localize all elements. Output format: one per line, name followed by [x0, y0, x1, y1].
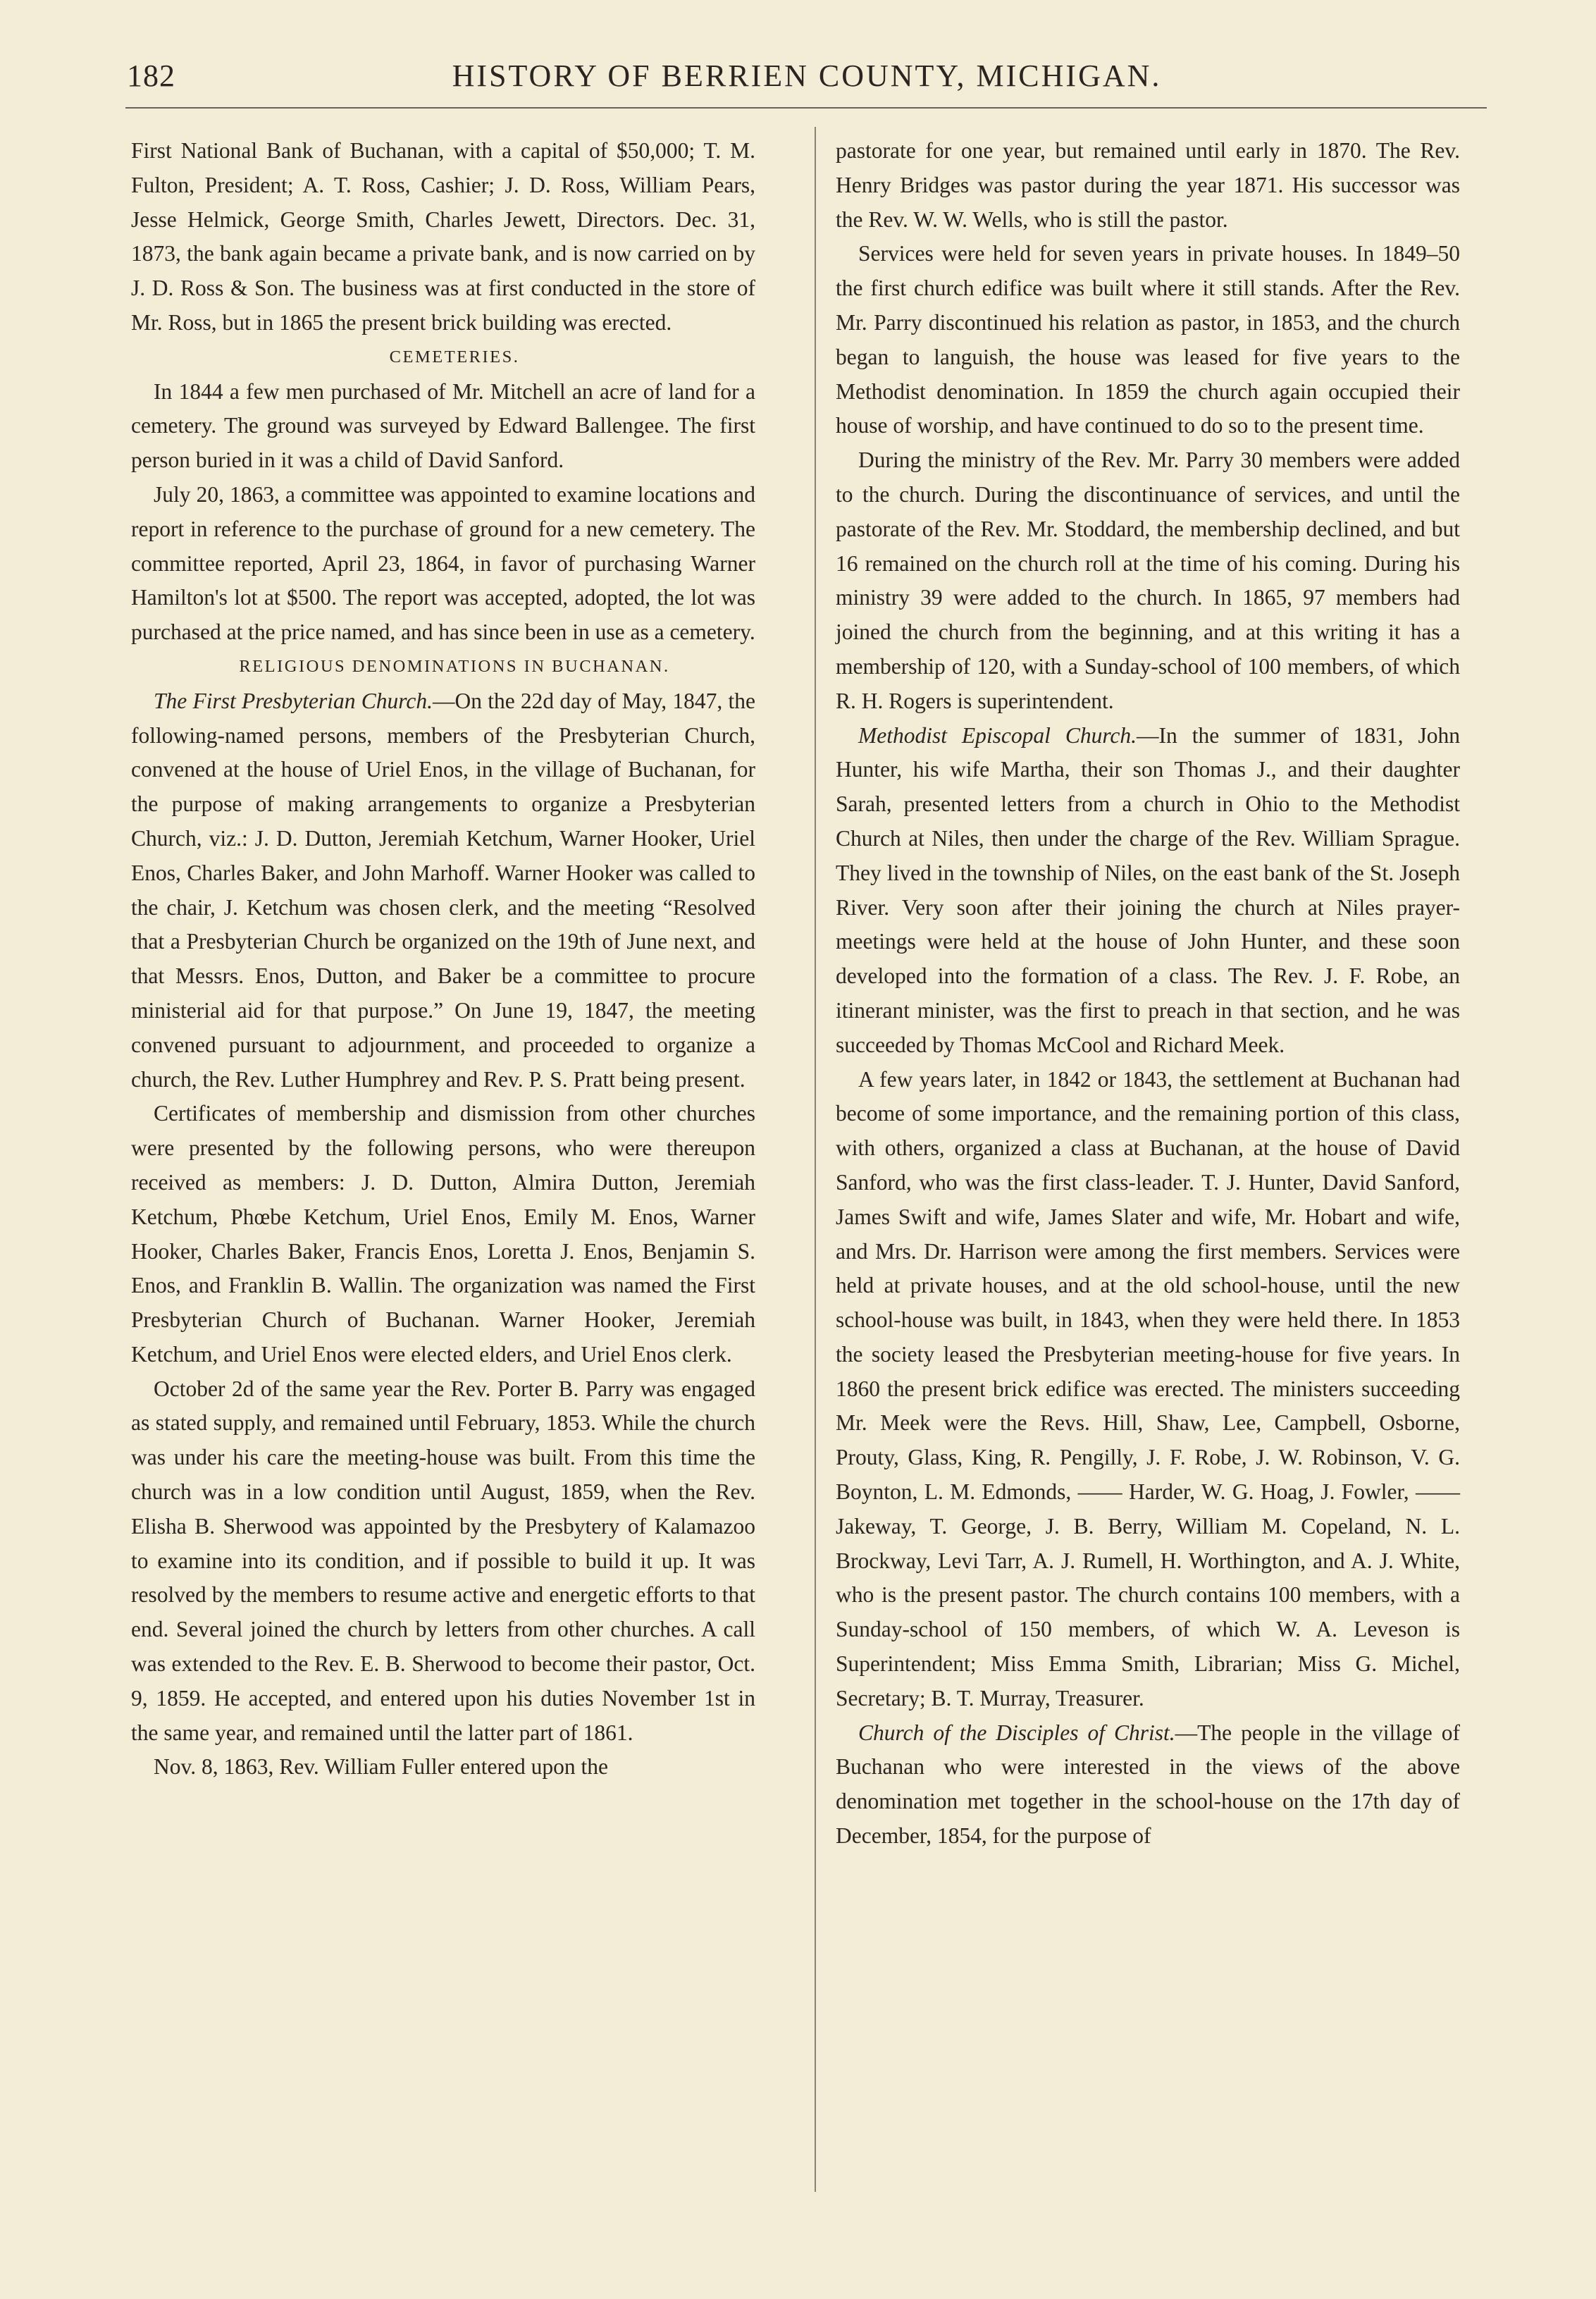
- paragraph: Services were held for seven years in private houses. In 1849–50 the first church edifice was built where it still stands. After the Rev. Mr. Parry discontinued his relation as pastor, in 1853, and the church began to languish, the house was leased for five years to the Methodist denomination. In 1859 the church again occupied their house of worship, and have continued to do so to the present time.: [836, 241, 1460, 438]
- paragraph: A few years later, in 1842 or 1843, the settlement at Buchanan had become of some importance, and the remaining portion of this class, with others, organized a class at Buchanan, at the house of David Sanford, who was the first class-leader. T. J. Hunter, David Sanford, James Swift and wife, James Slater and wife, Mr. Hobart and wife, and Mrs. Dr. Harrison were among the first members. Services were held at private houses, and at the old school-house, until the new school-house was built, in 1843, when they were held there. In 1853 the society leased the Presbyterian meeting-house for five years. In 1860 the present brick edifice was erected. The ministers succeeding Mr. Meek were the Revs. Hill, Shaw, Lee, Campbell, Osborne, Prouty, Glass, King, R. Pengilly, J. F. Robe, J. W. Robinson, V. G. Boynton, L. M. Edmonds, —— Harder, W. G. Hoag, J. Fowler, —— Jakeway, T. George, J. B. Berry, William M. Copeland, N. L. Brockway, Levi Tarr, A. J. Rumell, H. Worthington, and A. J. White, who is the present pastor. The church contains 100 members, with a Sunday-school of 150 members, of which W. A. Leveson is Superintendent; Miss Emma Smith, Librarian; Miss G. Michel, Secretary; B. T. Murray, Treasurer.: [836, 1066, 1460, 1711]
- paragraph-text: —In the summer of 1831, John Hunter, his wife Martha, their son Thomas J., and their daughter Sarah, presented letters from a church in Ohio to the Methodist Church at Niles, then under the charge of the Rev. William Sprague. They lived in the township of Niles, on the east bank of the St. Joseph River. Very soon after their joining the church at Niles prayer-meetings were held at the house of John Hunter, and these soon developed into the formation of a class. The Rev. J. F. Robe, an itinerant minister, was the first to preach in that section, and he was succeeded by Thomas McCool and Richard Meek.: [836, 722, 1460, 1057]
- paragraph-text: —The people in the village of Buchanan who were interested in the views of the above denomination met together in the school-house on the 17th day of December, 1854, for the purpose of: [836, 1720, 1460, 1849]
- paragraph: During the ministry of the Rev. Mr. Parry 30 members were added to the church. During the discontinuance of services, and until the pastorate of the Rev. Mr. Stoddard, the membership declined, and but 16 remained on the church roll at the time of his coming. During his ministry 39 were added to the church. In 1865, 97 members had joined the church from the beginning, and at this writing it has a membership of 120, with a Sunday-school of 100 members, of which R. H. Rogers is superintendent.: [836, 448, 1460, 713]
- paragraph: In 1844 a few men purchased of Mr. Mitchell an acre of land for a cemetery. The ground was surveyed by Edward Ballengee. The first person buried in it was a child of David Sanford.: [131, 378, 755, 473]
- paragraph: [836, 1716, 1460, 1854]
- subsection-title: The First Presbyterian Church.: [154, 688, 433, 713]
- subsection-title: Methodist Episcopal Church.: [858, 722, 1137, 748]
- paragraph: Nov. 8, 1863, Rev. William Fuller entered upon the: [154, 1754, 608, 1780]
- paragraph-text: —On the 22d day of May, 1847, the following-named persons, members of the Presbyterian Church, convened at the house of Uriel Enos, in the village of Buchanan, for the purpose of making arrangements to organize a Presbyterian Church, viz.: J. D. Dutton, Jeremiah Ketchum, Warner Hooker, Uriel Enos, Charles Baker, and John Marhoff. Warner Hooker was called to the chair, J. Ketchum was chosen clerk, and the meeting “Resolved that a Presbyterian Church be organized on the 19th of June next, and that Messrs. Enos, Dutton, and Baker be a committee to procure ministerial aid for that purpose.” On June 19, 1847, the meeting convened pursuant to adjournment, and proceeded to organize a church, the Rev. Luther Humphrey and Rev. P. S. Pratt being present.: [131, 688, 755, 1092]
- paragraph: Certificates of membership and dismission from other churches were presented by the following persons, who were thereupon received as members: J. D. Dutton, Almira Dutton, Jeremiah Ketchum, Phœbe Ketchum, Uriel Enos, Emily M. Enos, Warner Hooker, Charles Baker, Francis Enos, Loretta J. Enos, Benjamin S. Enos, and Franklin B. Wallin. The organization was named the First Presbyterian Church of Buchanan. Warner Hooker, Jeremiah Ketchum, and Uriel Enos were elected elders, and Uriel Enos clerk.: [131, 1101, 755, 1367]
- paragraph: pastorate for one year, but remained until early in 1870. The Rev. Henry Bridges was pastor during the year 1871. His successor was the Rev. W. W. Wells, who is still the pastor.: [836, 138, 1460, 232]
- paragraph: October 2d of the same year the Rev. Porter B. Parry was engaged as stated supply, and remained until February, 1853. While the church was under his care the meeting-house was built. From this time the church was in a low condition until August, 1859, when the Rev. Elisha B. Sherwood was appointed by the Presbytery of Kalamazoo to examine into its condition, and if possible to build it up. It was resolved by the members to resume active and energetic efforts to that end. Several joined the church by letters from other churches. A call was extended to the Rev. E. B. Sherwood to become their pastor, Oct. 9, 1859. He accepted, and entered upon his duties November 1st in the same year, and remained until the latter part of 1861.: [131, 1376, 755, 1745]
- section-heading-cemeteries: CEMETERIES.: [389, 347, 520, 366]
- right-column: [836, 134, 1460, 1854]
- subsection-title: Church of the Disciples of Christ.: [858, 1720, 1175, 1745]
- paragraph: First National Bank of Buchanan, with a capital of $50,000; T. M. Fulton, President; A. T. Ross, Cashier; J. D. Ross, William Pears, Jesse Helmick, George Smith, Charles Jewett, Directors. Dec. 31, 1873, the bank again became a private bank, and is now carried on by J. D. Ross & Son. The business was at first conducted in the store of Mr. Ross, but in 1865 the present brick building was erected.: [131, 138, 755, 335]
- page-header: [127, 58, 1487, 107]
- paragraph: [131, 684, 755, 1097]
- left-column: [131, 134, 755, 1785]
- page-number: 182: [127, 58, 175, 93]
- paragraph: July 20, 1863, a committee was appointed to examine locations and report in reference to the purchase of ground for a new cemetery. The committee reported, April 23, 1864, in favor of purchasing Warner Hamilton's lot at $500. The report was accepted, adopted, the lot was purchased at the price named, and has since been in use as a cemetery.: [131, 481, 755, 645]
- paragraph: [836, 719, 1460, 1063]
- column-divider: [815, 127, 816, 2192]
- section-heading-religious: RELIGIOUS DENOMINATIONS IN BUCHANAN.: [239, 656, 670, 676]
- running-title: HISTORY OF BERRIEN COUNTY, MICHIGAN.: [452, 58, 1162, 93]
- header-rule: [125, 107, 1487, 109]
